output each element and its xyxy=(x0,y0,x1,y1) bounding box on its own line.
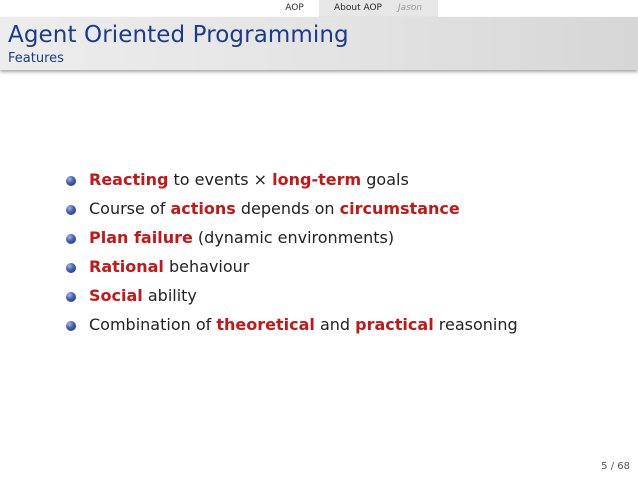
emphasized-term: Social xyxy=(89,286,143,305)
bullet-text-segment: behaviour xyxy=(163,257,250,276)
section-navigation xyxy=(0,0,638,17)
list-item xyxy=(0,313,638,342)
bullet-text-segment: and xyxy=(314,315,356,334)
frame-subtitle: Features xyxy=(8,51,64,66)
bullet-sphere-icon xyxy=(66,263,76,273)
frame-title-banner xyxy=(0,17,638,70)
bullet-text-segment: (dynamic environments) xyxy=(192,228,395,247)
bullet-text xyxy=(89,286,197,305)
list-item xyxy=(0,284,638,313)
bullet-text-segment: reasoning xyxy=(433,315,518,334)
bullet-sphere-icon xyxy=(66,321,76,331)
bullet-text-segment: goals xyxy=(361,170,409,189)
emphasized-term: Rational xyxy=(89,257,164,276)
bullet-sphere-icon xyxy=(66,176,76,186)
emphasized-term: circumstance xyxy=(339,199,460,218)
list-item xyxy=(0,226,638,255)
bullet-text-segment: to events × xyxy=(168,170,273,189)
bullet-text xyxy=(89,315,518,334)
bullet-sphere-icon xyxy=(66,234,76,244)
bullet-text-segment: Course of xyxy=(89,199,171,218)
list-item xyxy=(0,168,638,197)
bullet-sphere-icon xyxy=(66,205,76,215)
emphasized-term: practical xyxy=(355,315,434,334)
bullet-text xyxy=(89,228,394,247)
nav-section-about-aop[interactable] xyxy=(319,0,438,17)
emphasized-term: actions xyxy=(170,199,236,218)
nav-section-aop[interactable]: AOP xyxy=(285,3,304,13)
emphasized-term: Plan failure xyxy=(89,228,193,247)
nav-section-about-aop-label: About AOP xyxy=(334,3,382,13)
bullet-text-segment: ability xyxy=(142,286,197,305)
nav-section-jason[interactable]: Jason xyxy=(398,3,423,13)
bullet-text xyxy=(89,257,249,276)
emphasized-term: theoretical xyxy=(216,315,315,334)
bullet-text-segment: depends on xyxy=(235,199,340,218)
bullet-text-segment: Combination of xyxy=(89,315,217,334)
list-item xyxy=(0,255,638,284)
list-item xyxy=(0,197,638,226)
bullet-sphere-icon xyxy=(66,292,76,302)
emphasized-term: long-term xyxy=(272,170,362,189)
bullet-text xyxy=(89,170,409,189)
page-number: 5 / 68 xyxy=(601,461,630,472)
emphasized-term: Reacting xyxy=(89,170,169,189)
frame-title: Agent Oriented Programming xyxy=(8,22,349,48)
bullet-text xyxy=(89,199,460,218)
feature-list xyxy=(0,168,638,342)
